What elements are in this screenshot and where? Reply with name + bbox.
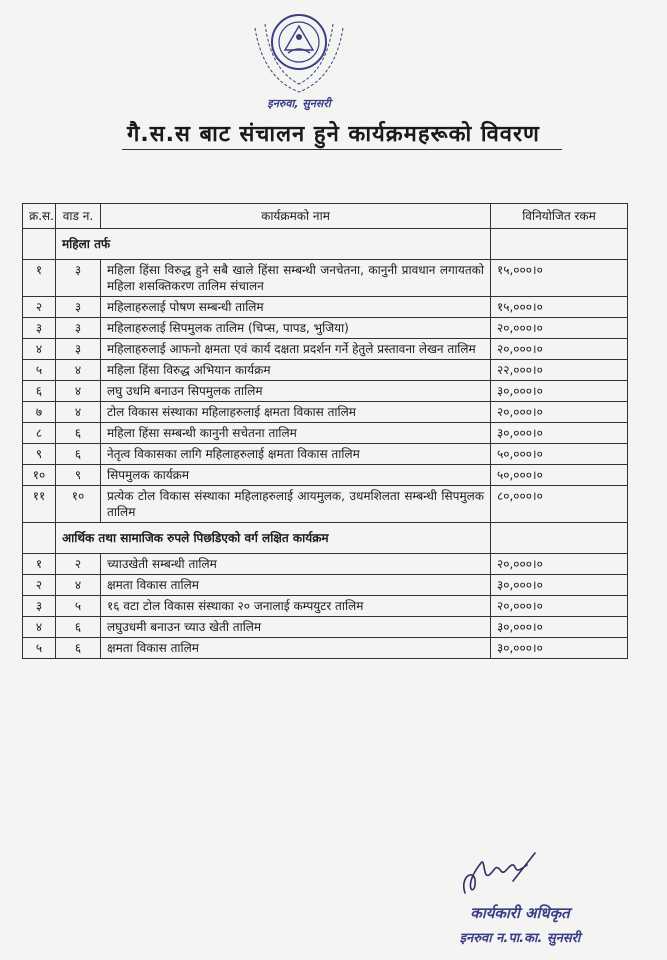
cell-program: क्षमता विकास तालिम (101, 575, 491, 596)
table-row (23, 318, 628, 339)
cell-amount: ८०,०००।० (491, 486, 628, 523)
cell-sn: १ (23, 554, 56, 575)
cell-sn: ५ (23, 360, 56, 381)
cell-program: सिपमुलक कार्यक्रम (101, 465, 491, 486)
title-underline (122, 149, 562, 150)
cell-amount: ३०,०००।० (491, 381, 628, 402)
cell-ward: १० (56, 486, 101, 523)
table-row (23, 638, 628, 659)
cell-ward: ९ (56, 465, 101, 486)
cell-ward: ६ (56, 617, 101, 638)
table-row (23, 465, 628, 486)
cell-program: महिलाहरुलाई आफनो क्षमता एवं कार्य दक्षता प्रदर्शन गर्ने हेतुले प्रस्तावना लेखन तालिम (101, 339, 491, 360)
cell-sn: ८ (23, 423, 56, 444)
cell-program: क्षमता विकास तालिम (101, 638, 491, 659)
cell-program: नेतृत्व विकासका लागि महिलाहरुलाई क्षमता विकास तालिम (101, 444, 491, 465)
cell-ward: ४ (56, 360, 101, 381)
cell-ward: ६ (56, 638, 101, 659)
section-heading: महिला तर्फ (56, 229, 491, 260)
section-heading-row (23, 523, 628, 554)
table-row (23, 444, 628, 465)
cell-sn: ११ (23, 486, 56, 523)
section-heading-row (23, 229, 628, 260)
table-row (23, 339, 628, 360)
program-table (22, 203, 628, 659)
cell-ward: ६ (56, 444, 101, 465)
cell-amount: २०,०००।० (491, 554, 628, 575)
cell-sn: ३ (23, 596, 56, 617)
table-row (23, 381, 628, 402)
table-row (23, 423, 628, 444)
cell-ward: ३ (56, 297, 101, 318)
cell-sn: ४ (23, 339, 56, 360)
seal-place: इनरुवा, सुनसरी (267, 97, 331, 110)
cell-ward: ४ (56, 402, 101, 423)
municipality-seal (243, 6, 355, 112)
cell-program: टोल विकास संस्थाका महिलाहरुलाई क्षमता विकास तालिम (101, 402, 491, 423)
cell-program: च्याउखेती सम्बन्धी तालिम (101, 554, 491, 575)
cell-sn: ६ (23, 381, 56, 402)
cell-sn: २ (23, 297, 56, 318)
cell-program: महिलाहरुलाई सिपमुलक तालिम (चिप्स, पापड, भुजिया) (101, 318, 491, 339)
cell-program: महिला हिंसा विरुद्ध अभियान कार्यक्रम (101, 360, 491, 381)
cell-program: महिला हिंसा सम्बन्धी कानुनी सचेतना तालिम (101, 423, 491, 444)
cell-sn: ४ (23, 617, 56, 638)
cell-amount: २०,०००।० (491, 596, 628, 617)
cell-program: १६ वटा टोल विकास संस्थाका २० जनालाई कम्पयुटर तालिम (101, 596, 491, 617)
cell-amount: २२,०००।० (491, 360, 628, 381)
cell-amount: २०,०००।० (491, 339, 628, 360)
seal-emblem-icon (243, 6, 355, 112)
cell-amount: ५०,०००।० (491, 444, 628, 465)
section-cell-empty (491, 523, 628, 554)
cell-amount: ३०,०००।० (491, 423, 628, 444)
column-header-program: कार्यक्रमको नाम (101, 204, 491, 229)
table-row (23, 297, 628, 318)
column-header-sn: क्र.स. (23, 204, 56, 229)
handwritten-signature-icon (455, 845, 545, 905)
section-cell-empty (491, 229, 628, 260)
cell-amount: ३०,०००।० (491, 617, 628, 638)
cell-amount: १५,०००।० (491, 260, 628, 297)
column-header-ward: वाड न. (56, 204, 101, 229)
cell-sn: ७ (23, 402, 56, 423)
cell-amount: ३०,०००।० (491, 638, 628, 659)
cell-ward: ६ (56, 423, 101, 444)
cell-program: प्रत्येक टोल विकास संस्थाका महिलाहरुलाई आयमुलक, उधमशिलता सम्बन्धी सिपमुलक तालिम (101, 486, 491, 523)
cell-sn: ३ (23, 318, 56, 339)
cell-ward: ४ (56, 575, 101, 596)
table-row (23, 360, 628, 381)
cell-amount: ३०,०००।० (491, 575, 628, 596)
table-row (23, 402, 628, 423)
cell-program: महिला हिंसा विरुद्ध हुने सबै खाले हिंसा सम्बन्धी जनचेतना, कानुनी प्रावधान लगायतको महिला शसक्तिकरण तालिम संचालन (101, 260, 491, 297)
cell-amount: २०,०००।० (491, 318, 628, 339)
signature (455, 845, 545, 905)
table-row (23, 554, 628, 575)
table-body (23, 229, 628, 659)
cell-sn: १० (23, 465, 56, 486)
signatory-title: कार्यकारी अधिकृत (470, 904, 570, 922)
table-row (23, 617, 628, 638)
cell-amount: २०,०००।० (491, 402, 628, 423)
section-heading: आर्थिक तथा सामाजिक रुपले पिछडिएको वर्ग लक्षित कार्यक्रम (56, 523, 491, 554)
table-row (23, 260, 628, 297)
table-row (23, 575, 628, 596)
table-row (23, 596, 628, 617)
cell-ward: ५ (56, 596, 101, 617)
cell-ward: २ (56, 554, 101, 575)
cell-ward: ३ (56, 339, 101, 360)
cell-amount: ५०,०००।० (491, 465, 628, 486)
page-title: गै.स.स बाट संचालन हुने कार्यक्रमहरूको विवरण (127, 122, 540, 147)
section-cell-empty (23, 523, 56, 554)
table-header-row (23, 204, 628, 229)
table-row (23, 486, 628, 523)
cell-program: लघुउधमी बनाउन च्याउ खेती तालिम (101, 617, 491, 638)
signatory-office: इनरुवा न.पा.का. सुनसरी (459, 931, 581, 946)
cell-amount: १५,०००।० (491, 297, 628, 318)
cell-program: लघु उधमि बनाउन सिपमुलक तालिम (101, 381, 491, 402)
cell-ward: ३ (56, 318, 101, 339)
cell-sn: ५ (23, 638, 56, 659)
cell-program: महिलाहरुलाई पोषण सम्बन्धी तालिम (101, 297, 491, 318)
cell-sn: १ (23, 260, 56, 297)
cell-sn: २ (23, 575, 56, 596)
cell-ward: ४ (56, 381, 101, 402)
section-cell-empty (23, 229, 56, 260)
cell-ward: ३ (56, 260, 101, 297)
cell-sn: ९ (23, 444, 56, 465)
column-header-amount: विनियोजित रकम (491, 204, 628, 229)
